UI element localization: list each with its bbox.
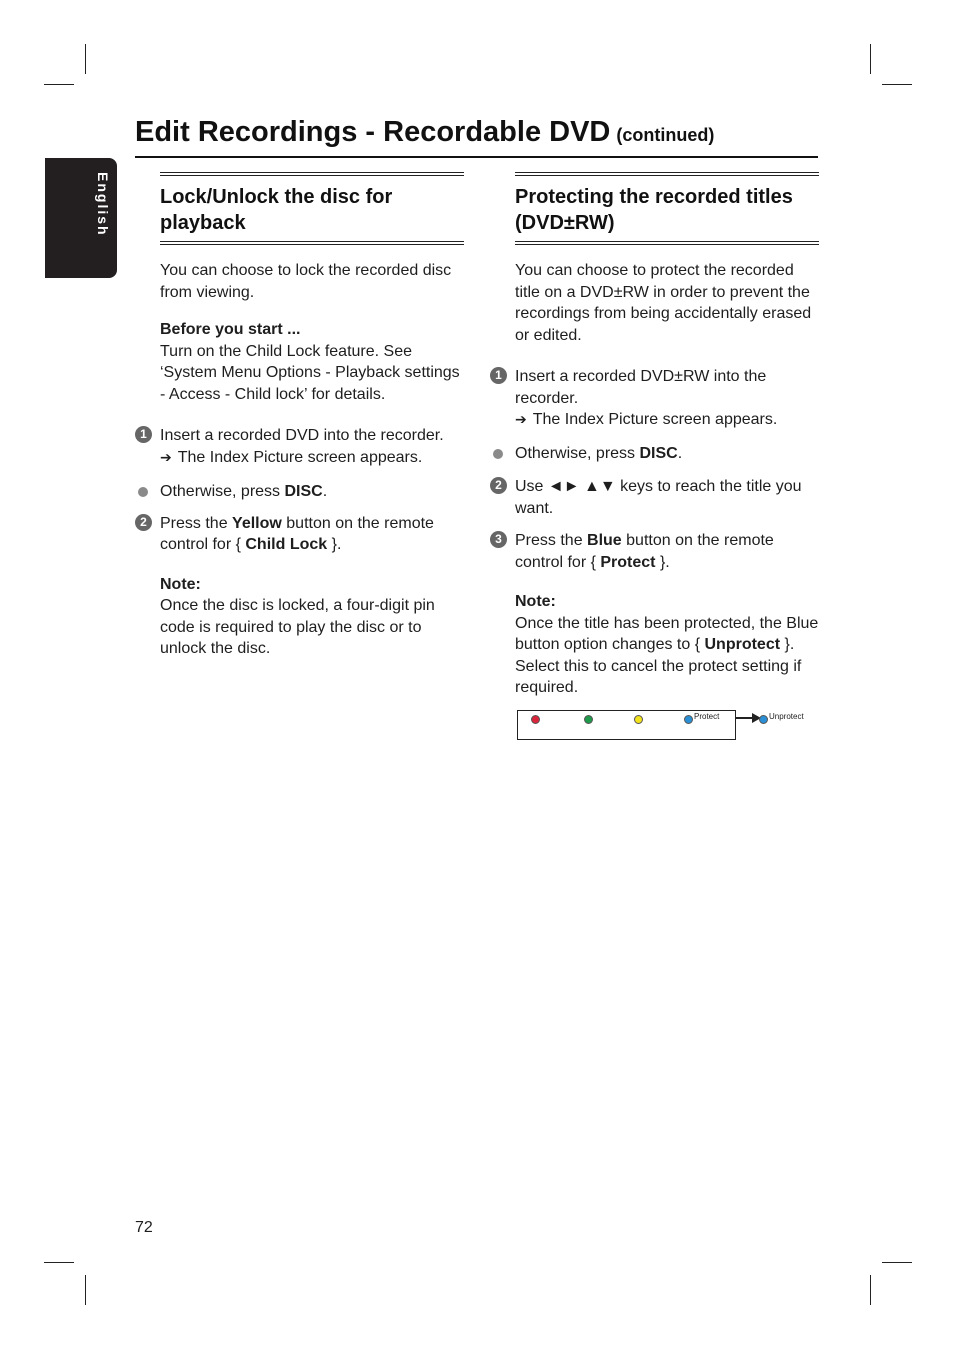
- result-arrow-icon: ➔: [160, 448, 172, 465]
- protect-label: Protect: [694, 712, 720, 721]
- note-text: Once the disc is locked, a four-digit pin code is required to play the disc or to unlock the disc.: [160, 597, 435, 657]
- color-button-bar-illustration: [517, 710, 817, 742]
- title-rule: [135, 156, 818, 158]
- bullet-dot-icon: [138, 487, 148, 497]
- note-text-end: }. Select this to cancel the protect setting if required.: [515, 636, 802, 696]
- green-dot-icon: [584, 715, 593, 724]
- disc-key: DISC: [639, 444, 678, 462]
- step-text: }.: [655, 553, 670, 571]
- page-number: 72: [135, 1219, 153, 1236]
- blue-key: Blue: [587, 532, 622, 549]
- bullet-dot-icon: [493, 449, 503, 459]
- step-text: button on the remote control for {: [160, 514, 434, 553]
- crop-mark: [870, 44, 871, 74]
- before-start-text: Turn on the Child Lock feature. See ‘System Menu Options - Playback settings - Access - Child lock’ for details.: [160, 342, 460, 403]
- step-text: Insert a recorded DVD±RW into the recorder.: [515, 368, 767, 407]
- step-number: 1: [490, 367, 507, 384]
- step-text: }.: [327, 536, 342, 553]
- result-arrow-icon: ➔: [515, 411, 527, 427]
- blue-dot-icon: [759, 715, 768, 724]
- step-text: Press the: [515, 532, 588, 549]
- protect-intro: You can choose to protect the recorded title on a DVD±RW in order to prevent the recordings from being accidentally erased or edited.: [515, 262, 812, 344]
- step-text: Use ◄► ▲▼ keys to reach the title you want.: [515, 478, 802, 517]
- page-title: [135, 116, 819, 149]
- crop-mark: [44, 84, 74, 85]
- child-lock-option: Child Lock: [245, 536, 328, 553]
- lock-step-1: [140, 425, 464, 468]
- unprotect-label: Unprotect: [769, 712, 804, 721]
- protect-section-header: [515, 172, 819, 245]
- protect-step-2: [495, 476, 819, 519]
- lock-intro: You can choose to lock the recorded disc from viewing.: [160, 262, 452, 301]
- protect-option: Protect: [600, 553, 656, 571]
- lock-section-header: [160, 172, 464, 245]
- before-start-label: Before you start ...: [160, 321, 301, 338]
- crop-mark: [44, 1262, 74, 1263]
- bullet-end: .: [322, 483, 328, 500]
- crop-mark: [882, 84, 912, 85]
- bullet-text: Otherwise, press: [160, 483, 285, 500]
- disc-key: DISC: [284, 483, 323, 500]
- crop-mark: [870, 1275, 871, 1305]
- step-number: 2: [490, 477, 507, 494]
- note-text: [515, 613, 819, 699]
- crop-mark: [85, 1275, 86, 1305]
- continued-label: (continued): [616, 125, 715, 145]
- blue-dot-icon: [684, 715, 693, 724]
- step-number: 1: [135, 426, 152, 443]
- lock-section-heading: Lock/Unlock the disc for playback: [160, 186, 393, 234]
- yellow-dot-icon: [634, 715, 643, 724]
- note-label: Note:: [160, 575, 201, 593]
- protect-step-3: [495, 530, 819, 573]
- language-label: English: [95, 172, 111, 237]
- lock-bullet: [160, 481, 464, 503]
- step-number: 2: [135, 514, 152, 531]
- step-text: Insert a recorded DVD into the recorder.: [160, 427, 444, 444]
- protect-bullet: [515, 443, 819, 465]
- language-tab: [45, 158, 117, 278]
- step-result: The Index Picture screen appears.: [532, 411, 778, 428]
- unprotect-option: Unprotect: [704, 636, 781, 653]
- page-title-text: Edit Recordings - Recordable DVD: [135, 116, 611, 148]
- step-text: button on the remote control for {: [515, 532, 774, 571]
- crop-mark: [85, 44, 86, 74]
- protect-section-heading: Protecting the recorded titles (DVD±RW): [515, 186, 793, 234]
- protect-section: [495, 172, 819, 699]
- yellow-key: Yellow: [232, 514, 282, 532]
- lock-step-2: [140, 513, 464, 556]
- bullet-text: Otherwise, press: [515, 444, 640, 462]
- red-dot-icon: [531, 715, 540, 724]
- step-number: 3: [490, 531, 507, 548]
- note-text-start: Once the title has been protected, the Blue button option changes to {: [515, 614, 819, 653]
- protect-step-1: [495, 366, 819, 431]
- lock-section: [140, 172, 464, 660]
- bullet-end: .: [677, 444, 683, 462]
- note-label: Note:: [515, 593, 556, 610]
- crop-mark: [882, 1262, 912, 1263]
- step-result: The Index Picture screen appears.: [177, 448, 423, 466]
- step-text: Press the: [160, 514, 233, 532]
